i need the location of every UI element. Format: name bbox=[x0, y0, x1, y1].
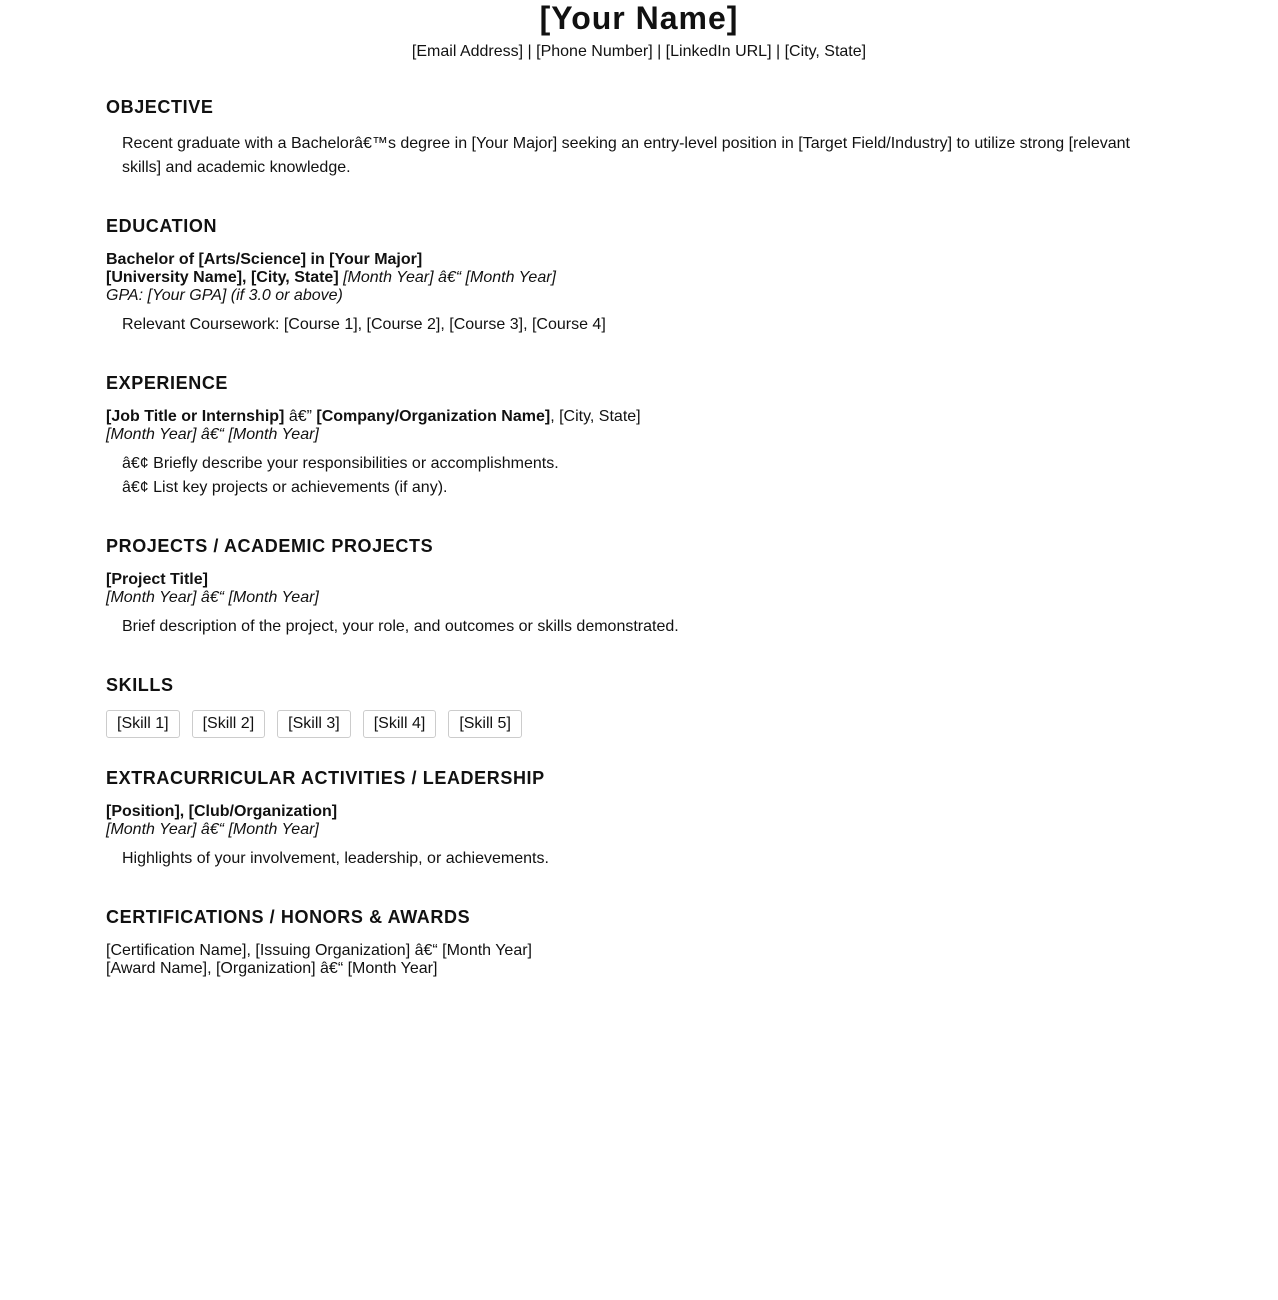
degree: Bachelor of [Arts/Science] in [Your Major] bbox=[106, 251, 423, 268]
separator: â€” bbox=[284, 408, 317, 425]
award-item: [Award Name], [Organization] â€“ [Month Year] bbox=[106, 960, 438, 977]
skill-tag: [Skill 4] bbox=[363, 710, 437, 738]
certification-item: [Certification Name], [Issuing Organization] â€“ [Month Year] bbox=[106, 942, 532, 959]
contact-line: [Email Address] | [Phone Number] | [LinkedIn URL] | [City, State] bbox=[411, 43, 867, 60]
section-heading: EXTRACURRICULAR ACTIVITIES / LEADERSHIP bbox=[106, 768, 545, 788]
resume bbox=[106, 0, 1172, 978]
objective-section bbox=[106, 97, 1172, 180]
university: [University Name], [City, State] bbox=[106, 269, 339, 286]
skill-tag: [Skill 1] bbox=[106, 710, 180, 738]
gpa: GPA: [Your GPA] (if 3.0 or above) bbox=[106, 287, 343, 304]
coursework: Relevant Coursework: [Course 1], [Course 2], [Course 3], [Course 4] bbox=[122, 316, 606, 333]
dates: [Month Year] â€“ [Month Year] bbox=[106, 821, 319, 838]
dates: [Month Year] â€“ [Month Year] bbox=[106, 589, 319, 606]
section-heading: OBJECTIVE bbox=[106, 97, 214, 117]
section-heading: SKILLS bbox=[106, 675, 174, 695]
extracurricular-section bbox=[106, 768, 1172, 871]
company: [Company/Organization Name] bbox=[316, 408, 551, 425]
dates: [Month Year] â€“ [Month Year] bbox=[106, 426, 319, 443]
skill-tag: [Skill 5] bbox=[448, 710, 522, 738]
section-heading: CERTIFICATIONS / HONORS & AWARDS bbox=[106, 907, 471, 927]
section-heading: EDUCATION bbox=[106, 216, 218, 236]
job-title: [Job Title or Internship] bbox=[106, 408, 285, 425]
section-heading: EXPERIENCE bbox=[106, 373, 229, 393]
project-title: [Project Title] bbox=[106, 571, 208, 588]
skill-tag: [Skill 3] bbox=[277, 710, 351, 738]
experience-section bbox=[106, 373, 1172, 500]
dates: [Month Year] â€“ [Month Year] bbox=[343, 269, 556, 286]
projects-section bbox=[106, 536, 1172, 639]
certifications-section bbox=[106, 907, 1172, 978]
project-description: Brief description of the project, your role, and outcomes or skills demonstrated. bbox=[122, 618, 679, 635]
location: , [City, State] bbox=[550, 408, 641, 425]
position: [Position], [Club/Organization] bbox=[106, 803, 338, 820]
objective-text: Recent graduate with a Bachelorâ€™s degree in [Your Major] seeking an entry-level position in [Target Field/Industry] to utilize strong [relevant skills] and academic knowledge. bbox=[122, 135, 1130, 176]
skills-section bbox=[106, 675, 1172, 738]
section-heading: PROJECTS / ACADEMIC PROJECTS bbox=[106, 536, 434, 556]
bullet-item: â€¢ Briefly describe your responsibilities or accomplishments. bbox=[122, 455, 559, 472]
bullet-item: â€¢ List key projects or achievements (if any). bbox=[122, 479, 448, 496]
activity-description: Highlights of your involvement, leadership, or achievements. bbox=[122, 850, 549, 867]
skill-tag: [Skill 2] bbox=[192, 710, 266, 738]
education-section bbox=[106, 216, 1172, 337]
resume-name: [Your Name] bbox=[539, 0, 739, 36]
